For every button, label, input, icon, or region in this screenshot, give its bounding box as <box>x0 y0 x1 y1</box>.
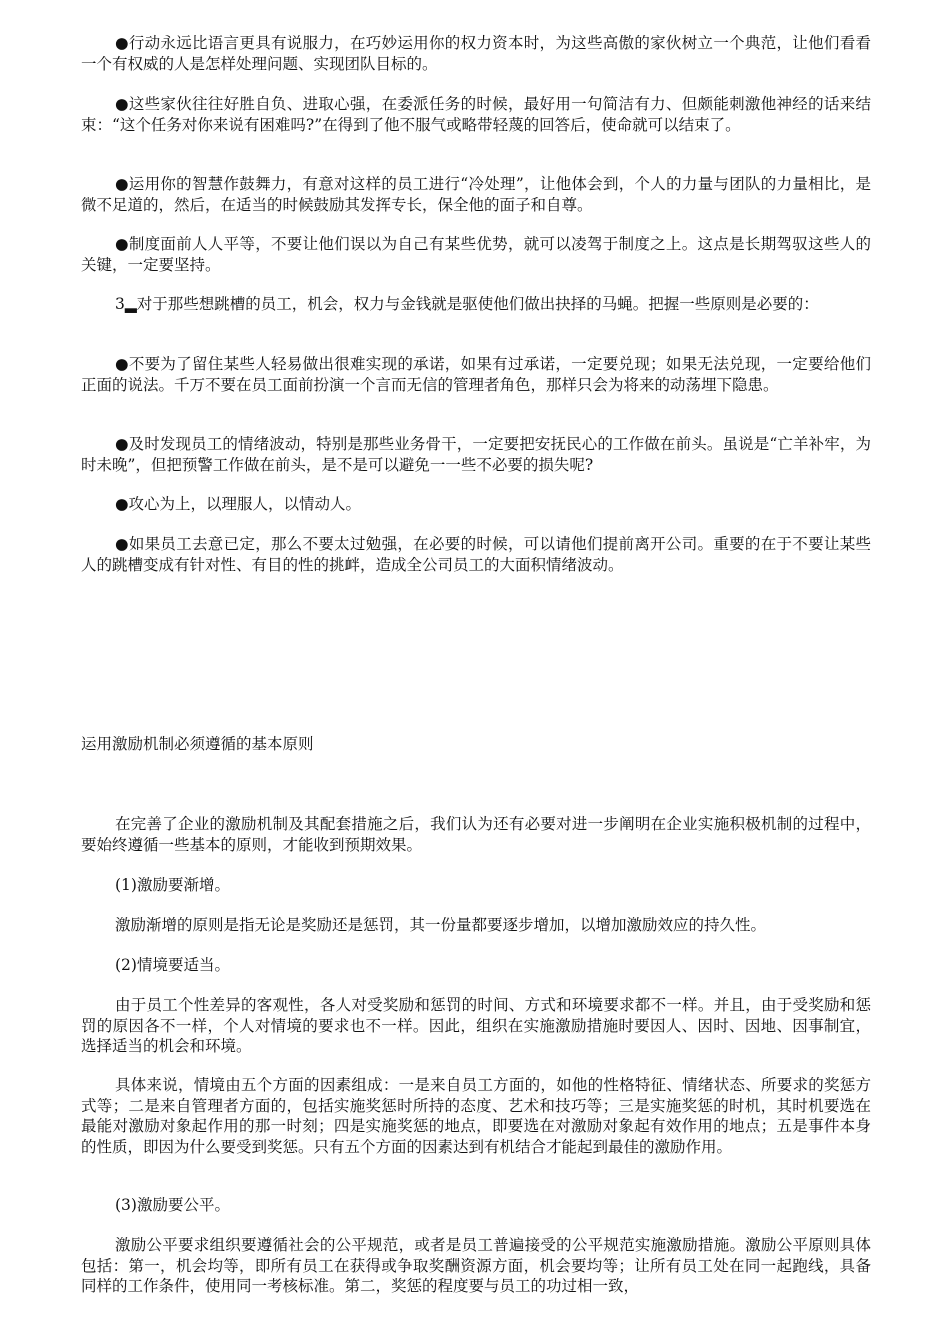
principle-body-situation: 由于员工个性差异的客观性，各人对受奖励和惩罚的时间、方式和环境要求都不一样。并且，由于受奖励和惩罚的原因各不一样，个人对情境的要求也不一样。因此，组织在实施激励措施时要因人、因时、因地、因事制宜，选择适当的机会和环境。 <box>81 996 871 1055</box>
principle-heading-fairness: (3)激励要公平。 <box>115 1196 230 1214</box>
section-intro-paragraph: 在完善了企业的激励机制及其配套措施之后，我们认为还有必要对进一步阐明在企业实施积极机制的过程中，要始终遵循一些基本的原则，才能收到预期效果。 <box>81 815 871 854</box>
bullet-paragraph-cold-treatment: ●运用你的智慧作鼓舞力，有意对这样的员工进行“冷处理”，让他体会到，个人的力量与团队的力量相比，是微不足道的，然后，在适当的时候鼓励其发挥专长，保全他的面子和自尊。 <box>81 175 871 214</box>
bullet-paragraph-emotional-fluctuation: ●及时发现员工的情绪波动，特别是那些业务骨干，一定要把安抚民心的工作做在前头。虽说是“亡羊补牢，为时未晚”，但把预警工作做在前头，是不是可以避免一一些不必要的损失呢? <box>81 435 871 474</box>
bullet-paragraph-promises: ●不要为了留住某些人轻易做出很难实现的承诺，如果有过承诺，一定要兑现；如果无法兑现，一定要给他们正面的说法。千万不要在员工面前扮演一个言而无信的管理者角色，那样只会为将来的动荡埋下隐患。 <box>81 355 871 394</box>
principle-body-incremental: 激励渐增的原则是指无论是奖励还是惩罚，其一份量都要逐步增加，以增加激励效应的持久性。 <box>115 916 767 934</box>
principle-heading-situation: (2)情境要适当。 <box>115 956 230 974</box>
numbered-paragraph-job-hopping: 3▂对于那些想跳槽的员工，机会，权力与金钱就是驱使他们做出抉择的马蝇。把握一些原则是必要的： <box>115 295 819 313</box>
bullet-paragraph-win-hearts: ●攻心为上，以理服人，以情动人。 <box>115 495 362 513</box>
principle-body-situation-detail: 具体来说，情境由五个方面的因素组成：一是来自员工方面的，如他的性格特征、情绪状态、所要求的奖惩方式等；二是来自管理者方面的，包括实施奖惩时所持的态度、艺术和技巧等；三是实施奖惩的时机，其时机要选在最能对激励对象起作用的那一时刻；四是实施奖惩的地点，即要选在对激励对象起有效作用的地点；五是事件本身的性质，即因为什么要受到奖惩。只有五个方面的因素达到有机结合才能起到最佳的激励作用。 <box>81 1076 871 1156</box>
section-title: 运用激励机制必须遵循的基本原则 <box>81 735 314 753</box>
principle-heading-incremental: (1)激励要渐增。 <box>115 876 230 894</box>
bullet-paragraph-lead-by-example: ●行动永远比语言更具有说服力，在巧妙运用你的权力资本时，为这些高傲的家伙树立一个典范，让他们看看一个有权威的人是怎样处理问题、实现团队目标的。 <box>81 34 871 73</box>
bullet-paragraph-equal-rules: ●制度面前人人平等，不要让他们误以为自己有某些优势，就可以凌驾于制度之上。这点是长期驾驭这些人的关键，一定要坚持。 <box>81 235 871 274</box>
bullet-paragraph-assign-task: ●这些家伙往往好胜自负、进取心强，在委派任务的时候，最好用一句简洁有力、但颇能刺激他神经的话来结束：“这个任务对你来说有困难吗?”在得到了他不服气或略带轻蔑的回答后，使命就可以结束了。 <box>81 95 871 134</box>
bullet-paragraph-let-go: ●如果员工去意已定，那么不要太过勉强，在必要的时候，可以请他们提前离开公司。重要的在于不要让某些人的跳槽变成有针对性、有目的性的挑衅，造成全公司员工的大面积情绪波动。 <box>81 535 871 574</box>
principle-body-fairness: 激励公平要求组织要遵循社会的公平规范，或者是员工普遍接受的公平规范实施激励措施。激励公平原则具体包括：第一，机会均等，即所有员工在获得或争取奖酬资源方面，机会要均等；让所有员工处在同一起跑线，具备同样的工作条件，使用同一考核标准。第二，奖惩的程度要与员工的功过相一致， <box>81 1236 871 1295</box>
